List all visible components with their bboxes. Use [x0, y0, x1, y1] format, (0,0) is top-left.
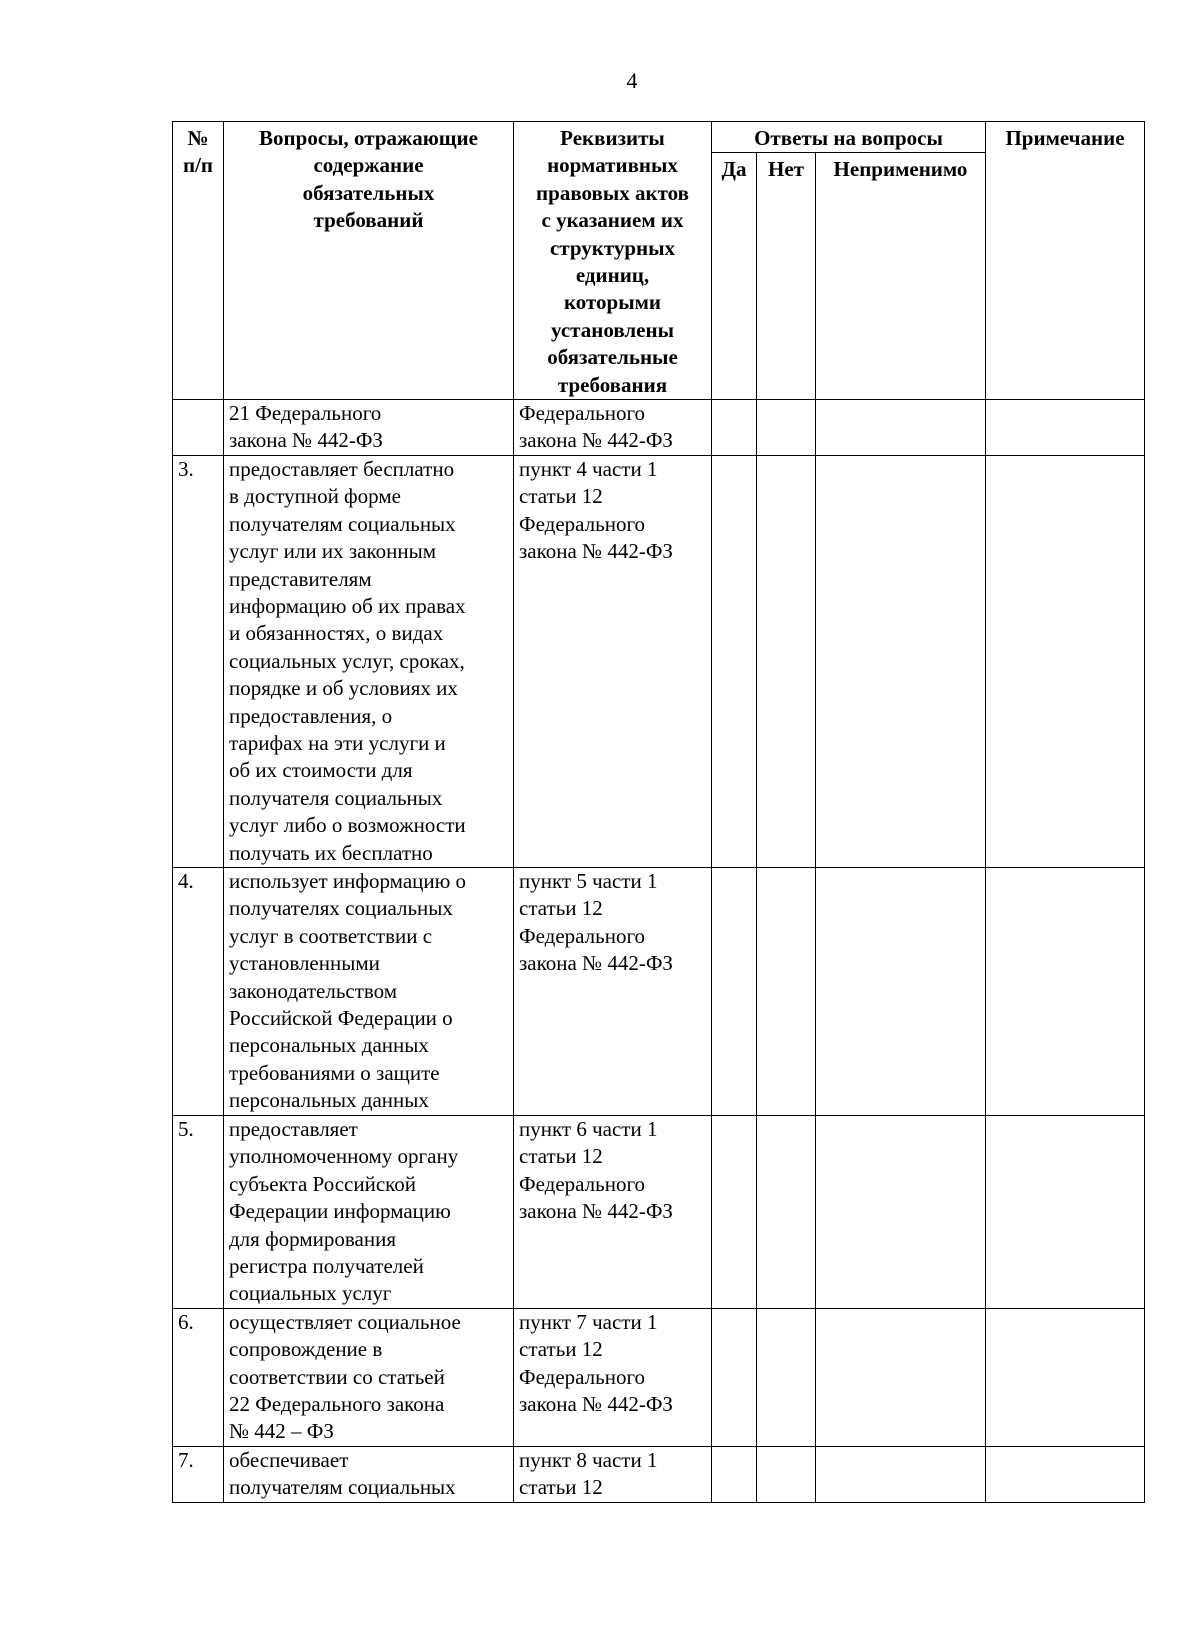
answer-yes-cell[interactable] — [712, 867, 757, 1115]
note-cell[interactable] — [986, 400, 1145, 456]
table-row — [173, 455, 1145, 867]
header-col-num: № п/п — [173, 122, 224, 400]
answer-yes-cell[interactable] — [712, 1446, 757, 1502]
row-reference: пункт 5 части 1 статьи 12 Федерального закона № 442-ФЗ — [514, 867, 712, 1115]
row-number — [173, 400, 224, 456]
answer-na-cell[interactable] — [816, 867, 986, 1115]
header-col-note: Примечание — [986, 122, 1145, 400]
note-cell[interactable] — [986, 455, 1145, 867]
table-header-row — [173, 122, 1145, 153]
answer-na-cell[interactable] — [816, 1446, 986, 1502]
answer-yes-cell[interactable] — [712, 455, 757, 867]
row-number: 5. — [173, 1115, 224, 1308]
table-row — [173, 1115, 1145, 1308]
table-row — [173, 1308, 1145, 1446]
answer-na-cell[interactable] — [816, 1308, 986, 1446]
note-cell[interactable] — [986, 867, 1145, 1115]
row-reference: пункт 7 части 1 статьи 12 Федерального закона № 442-ФЗ — [514, 1308, 712, 1446]
row-question: обеспечивает получателям социальных — [224, 1446, 514, 1502]
row-question: предоставляет уполномоченному органу субъекта Российской Федерации информацию для формирования регистра получателей социальных услуг — [224, 1115, 514, 1308]
answer-no-cell[interactable] — [757, 1446, 816, 1502]
header-col-question: Вопросы, отражающие содержание обязательных требований — [224, 122, 514, 400]
answer-na-cell[interactable] — [816, 400, 986, 456]
table-row — [173, 400, 1145, 456]
row-question: использует информацию о получателях социальных услуг в соответствии с установленными законодательством Российской Федерации о персональных данных требованиями о защите персональных данных — [224, 867, 514, 1115]
checklist-table — [172, 121, 1145, 1503]
header-col-answers: Ответы на вопросы — [712, 122, 986, 153]
answer-no-cell[interactable] — [757, 400, 816, 456]
answer-na-cell[interactable] — [816, 1115, 986, 1308]
table-row — [173, 1446, 1145, 1502]
answer-no-cell[interactable] — [757, 1115, 816, 1308]
table-row — [173, 867, 1145, 1115]
row-question: 21 Федерального закона № 442-ФЗ — [224, 400, 514, 456]
row-number: 3. — [173, 455, 224, 867]
row-number: 6. — [173, 1308, 224, 1446]
answer-no-cell[interactable] — [757, 455, 816, 867]
row-number: 4. — [173, 867, 224, 1115]
row-question: предоставляет бесплатно в доступной форме получателям социальных услуг или их законным представителям информацию об их правах и обязанностях, о видах социальных услуг, сроках, порядке и об условиях их предоставления, о тарифах на эти услуги и об их стоимости для получателя социальных услуг либо о возможности получать их бесплатно — [224, 455, 514, 867]
row-question: осуществляет социальное сопровождение в соответствии со статьей 22 Федерального закона № 442 – ФЗ — [224, 1308, 514, 1446]
header-col-na: Неприменимо — [816, 153, 986, 400]
answer-yes-cell[interactable] — [712, 400, 757, 456]
answer-no-cell[interactable] — [757, 1308, 816, 1446]
row-reference: Федерального закона № 442-ФЗ — [514, 400, 712, 456]
header-col-no: Нет — [757, 153, 816, 400]
header-col-yes: Да — [712, 153, 757, 400]
header-col-ref: Реквизиты нормативных правовых актов с указанием их структурных единиц, которыми установлены обязательные требования — [514, 122, 712, 400]
row-reference: пункт 8 части 1 статьи 12 — [514, 1446, 712, 1502]
answer-yes-cell[interactable] — [712, 1115, 757, 1308]
note-cell[interactable] — [986, 1308, 1145, 1446]
row-reference: пункт 6 части 1 статьи 12 Федерального закона № 442-ФЗ — [514, 1115, 712, 1308]
answer-no-cell[interactable] — [757, 867, 816, 1115]
answer-na-cell[interactable] — [816, 455, 986, 867]
row-number: 7. — [173, 1446, 224, 1502]
page-number: 4 — [626, 68, 638, 93]
row-reference: пункт 4 части 1 статьи 12 Федерального закона № 442-ФЗ — [514, 455, 712, 867]
answer-yes-cell[interactable] — [712, 1308, 757, 1446]
note-cell[interactable] — [986, 1446, 1145, 1502]
note-cell[interactable] — [986, 1115, 1145, 1308]
